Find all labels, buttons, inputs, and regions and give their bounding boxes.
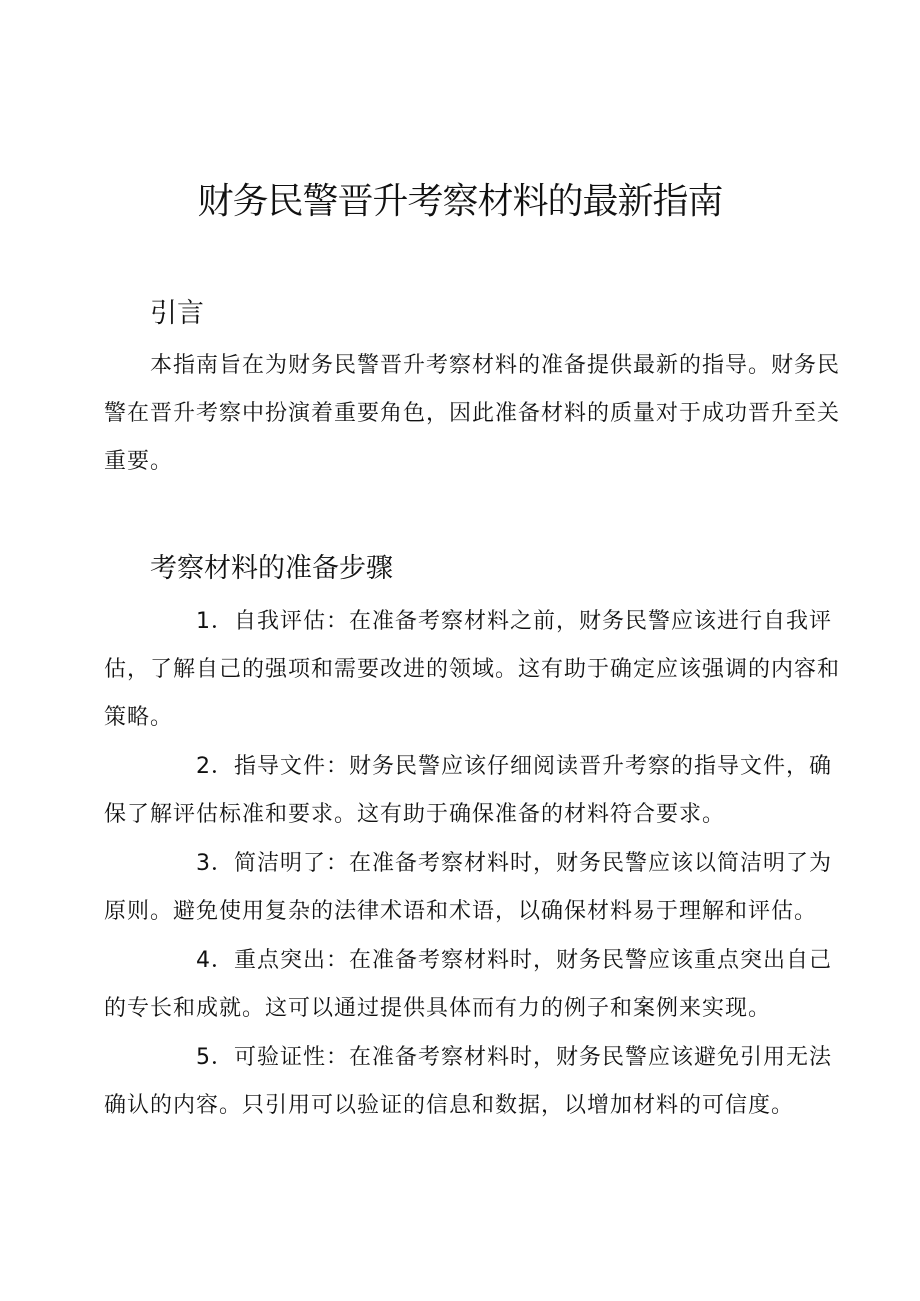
step-text: 自我评估：在准备考察材料之前，财务民警应该进行自我评估，了解自己的强项和需要改进的领域。这有助于确定应该强调的内容和策略。 <box>104 609 841 730</box>
document-title: 财务民警晋升考察材料的最新指南 <box>197 181 723 222</box>
step-number: 3． <box>196 851 234 876</box>
step-number: 1． <box>196 609 234 634</box>
step-number: 2． <box>196 754 234 779</box>
section-heading-intro: 引言 <box>150 298 204 329</box>
step-item <box>104 598 844 742</box>
step-text: 简洁明了：在准备考察材料时，财务民警应该以简洁明了为原则。避免使用复杂的法律术语和术语，以确保材料易于理解和评估。 <box>104 851 833 924</box>
step-text: 重点突出：在准备考察材料时，财务民警应该重点突出自己的专长和成就。这可以通过提供具体而有力的例子和案例来实现。 <box>104 948 833 1021</box>
step-number: 4． <box>196 948 234 973</box>
step-item <box>104 743 844 839</box>
step-item <box>104 1034 844 1130</box>
step-item <box>104 840 844 936</box>
step-item <box>104 937 844 1033</box>
step-number: 5． <box>196 1045 234 1070</box>
step-text: 可验证性：在准备考察材料时，财务民警应该避免引用无法确认的内容。只引用可以验证的信息和数据，以增加材料的可信度。 <box>104 1045 833 1118</box>
step-text: 指导文件：财务民警应该仔细阅读晋升考察的指导文件，确保了解评估标准和要求。这有助于确保准备的材料符合要求。 <box>104 754 833 827</box>
intro-paragraph: 本指南旨在为财务民警晋升考察材料的准备提供最新的指导。财务民警在晋升考察中扮演着重要角色，因此准备材料的质量对于成功晋升至关重要。 <box>104 353 841 474</box>
section-heading-steps: 考察材料的准备步骤 <box>150 553 393 584</box>
